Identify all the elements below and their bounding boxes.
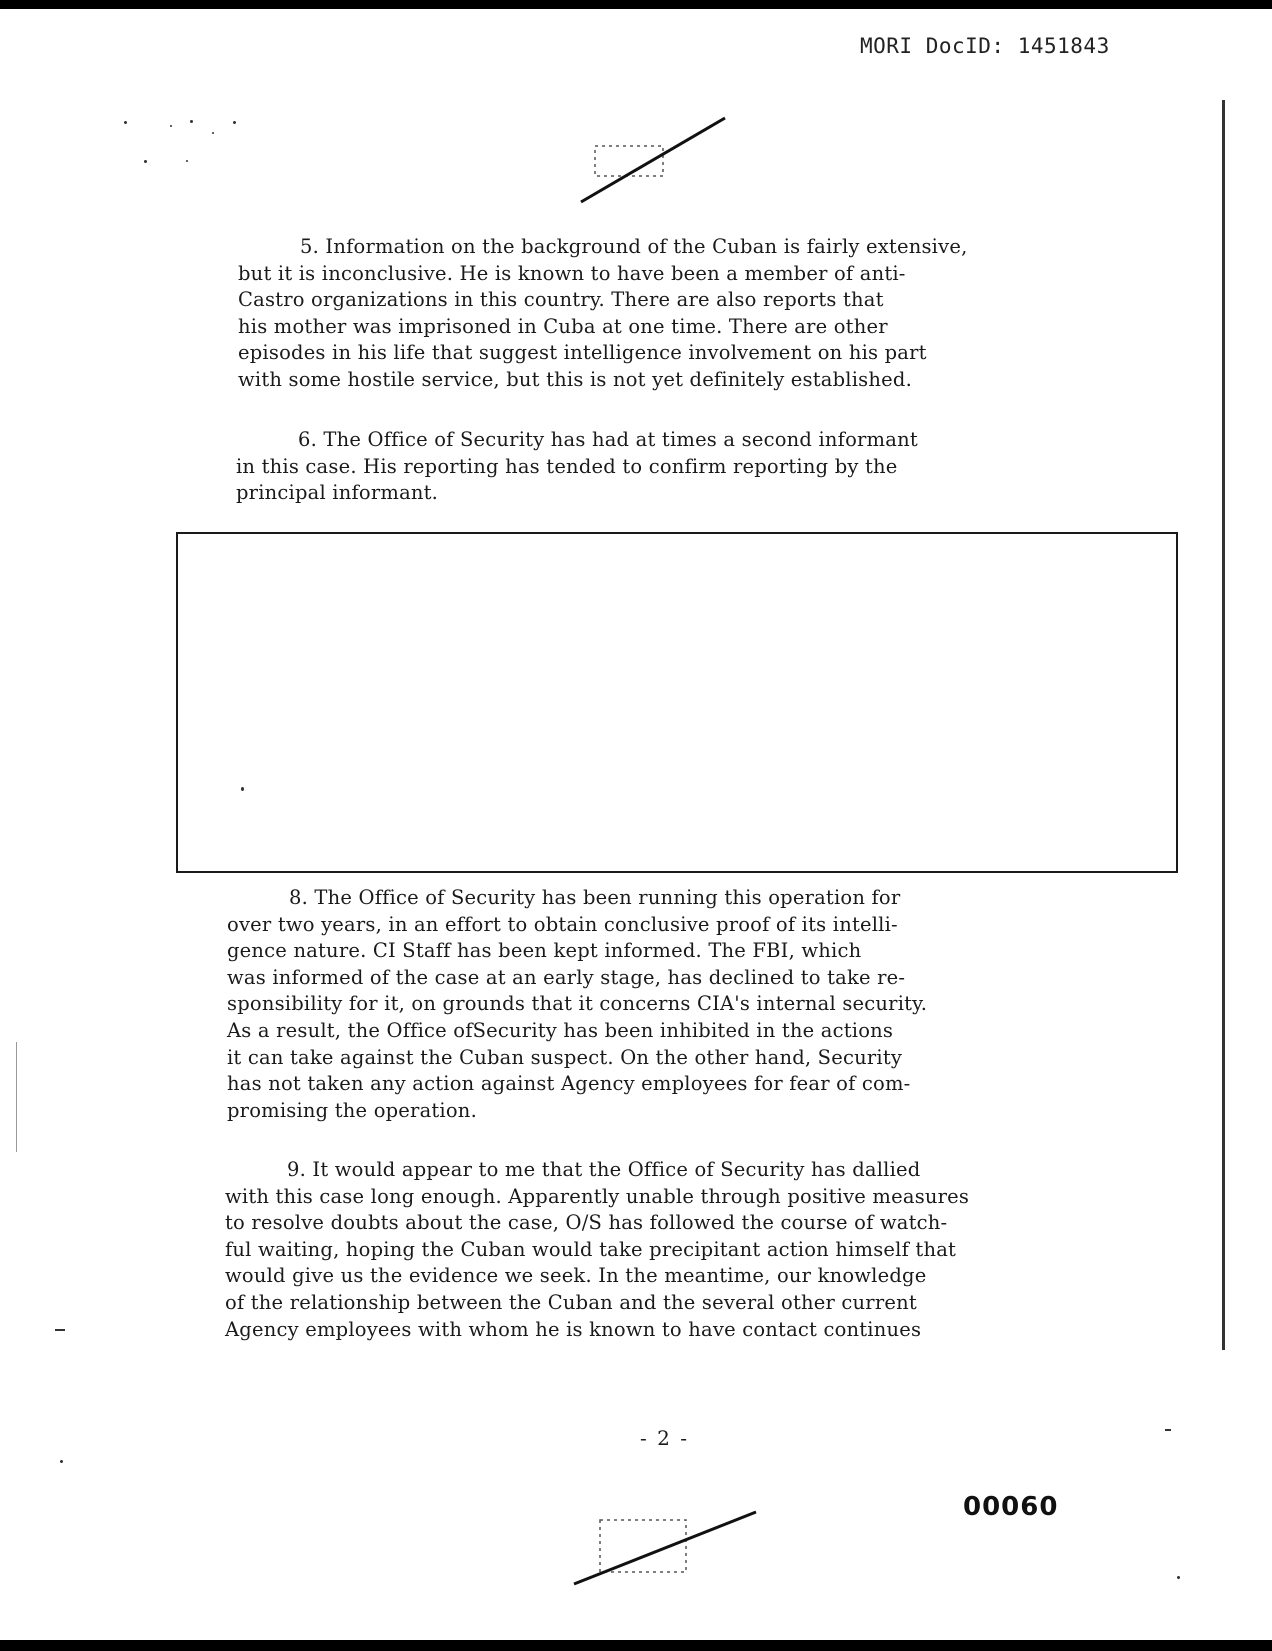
scan-speck [1177, 1576, 1180, 1579]
paragraph-5-text: Information on the background of the Cuban is fairly extensive, but it is inconclusive. He is known to have been a member of anti- Castro organizations in this country. There are also reports that his mother was imprisoned in Cuba at one time. There are other episodes in his life that suggest intelligence involvement on his part with some hostile service, but this is not yet definitely established. [238, 235, 968, 391]
scan-speck [233, 121, 236, 124]
scan-speck [144, 160, 147, 163]
paragraph-6-number: 6. [298, 428, 318, 451]
scan-speck [60, 1460, 63, 1463]
scan-speck [124, 121, 127, 124]
scan-speck [1165, 1429, 1171, 1431]
scan-speck [212, 132, 214, 134]
scan-speck [190, 120, 193, 123]
scan-speck [241, 787, 244, 791]
scan-speck [55, 1329, 65, 1331]
scan-bottom-edge [0, 1640, 1272, 1651]
paragraph-9 [225, 1157, 1125, 1343]
paragraph-8 [227, 885, 1107, 1124]
bates-number: 00060 [963, 1492, 1059, 1522]
classification-stamp-top-icon [575, 112, 735, 208]
paragraph-6-text: The Office of Security has had at times a second informant in this case. His reporting has tended to confirm reporting by the principal informant. [236, 428, 918, 505]
scan-speck [16, 1042, 17, 1152]
scan-speck [186, 160, 188, 162]
paragraph-8-number: 8. [289, 886, 309, 909]
redacted-paragraph-7 [176, 532, 1178, 873]
paragraph-5 [238, 234, 1118, 394]
page-number: - 2 - [640, 1426, 689, 1450]
classification-stamp-bottom-icon [570, 1502, 760, 1592]
scan-top-edge [0, 0, 1272, 9]
paragraph-9-number: 9. [287, 1158, 307, 1181]
scan-right-margin-line [1222, 100, 1225, 1350]
paragraph-5-number: 5. [300, 235, 320, 258]
paragraph-9-text: It would appear to me that the Office of Security has dallied with this case long enough. Apparently unable through positive measures to resolve doubts about the case, O/S has followed the course of watch- ful waiting, hoping the Cuban would take precipitant action himself that would give us the evidence we seek. In the meantime, our knowledge of the relationship between the Cuban and the several other current Agency employees with whom he is known to have contact continues [225, 1158, 970, 1341]
paragraph-6 [236, 427, 1116, 507]
paragraph-8-text: The Office of Security has been running this operation for over two years, in an effort to obtain conclusive proof of its intelli- gence nature. CI Staff has been kept informed. The FBI, which was informed of the case at an early stage, has declined to take re- sponsibility for it, on grounds that it concerns CIA's internal security. As a result, the Office ofSecurity has been inhibited in the actions it can take against the Cuban suspect. On the other hand, Security has not taken any action against Agency employees for fear of com- promising the operation. [227, 886, 928, 1122]
scan-speck [170, 125, 172, 127]
doc-id-header: MORI DocID: 1451843 [860, 34, 1110, 58]
